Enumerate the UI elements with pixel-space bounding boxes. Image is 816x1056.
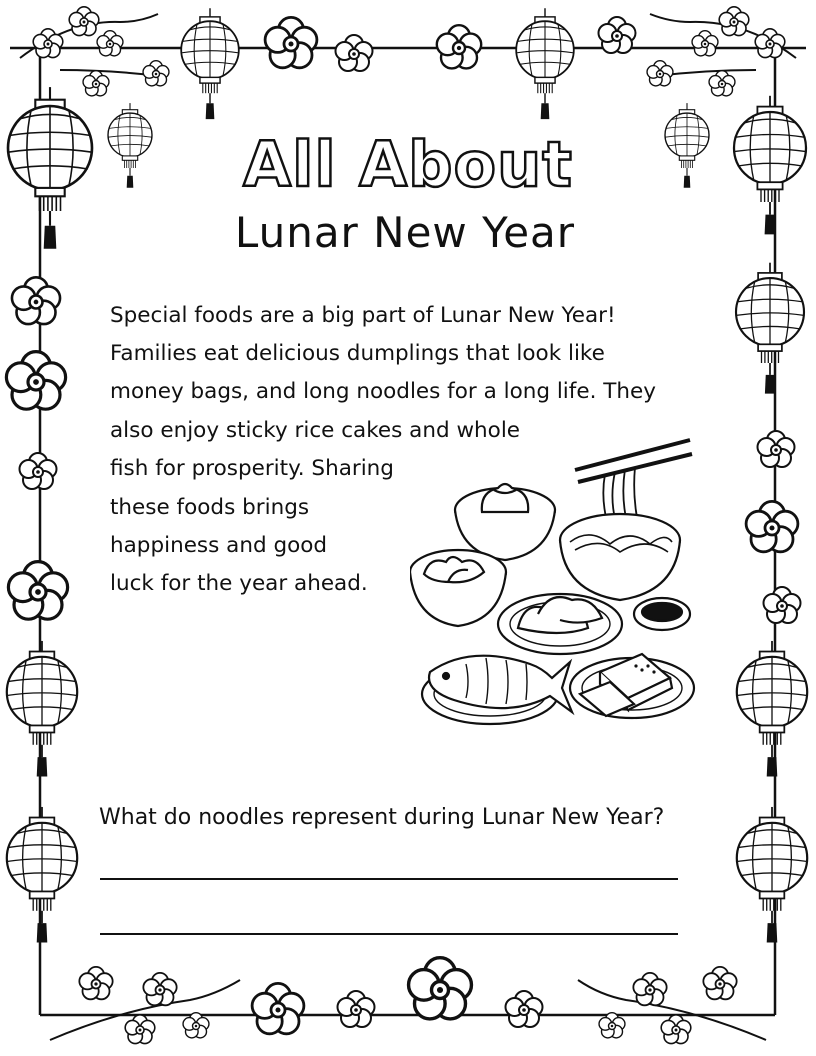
comprehension-question: What do noodles represent during Lunar New Year? [99,805,665,830]
passage-line: also enjoy sticky rice cakes and whole [110,418,521,443]
answer-line[interactable] [100,933,678,935]
page-title-line-2: Lunar New Year [234,208,576,257]
passage-line: these foods brings [110,495,310,520]
passage-line: Special foods are a big part of Lunar New Year! [110,303,616,328]
passage-line: fish for prosperity. Sharing [110,456,394,481]
passage-line: Families eat delicious dumplings that look like [110,341,605,366]
passage-line: luck for the year ahead. [110,571,368,596]
answer-line[interactable] [100,878,678,880]
page-title-line-1: All About [243,128,573,201]
passage-line: happiness and good [110,533,328,558]
passage-line: money bags, and long noodles for a long life. They [110,379,656,404]
lunar-new-year-food-illustration-icon [410,432,710,732]
